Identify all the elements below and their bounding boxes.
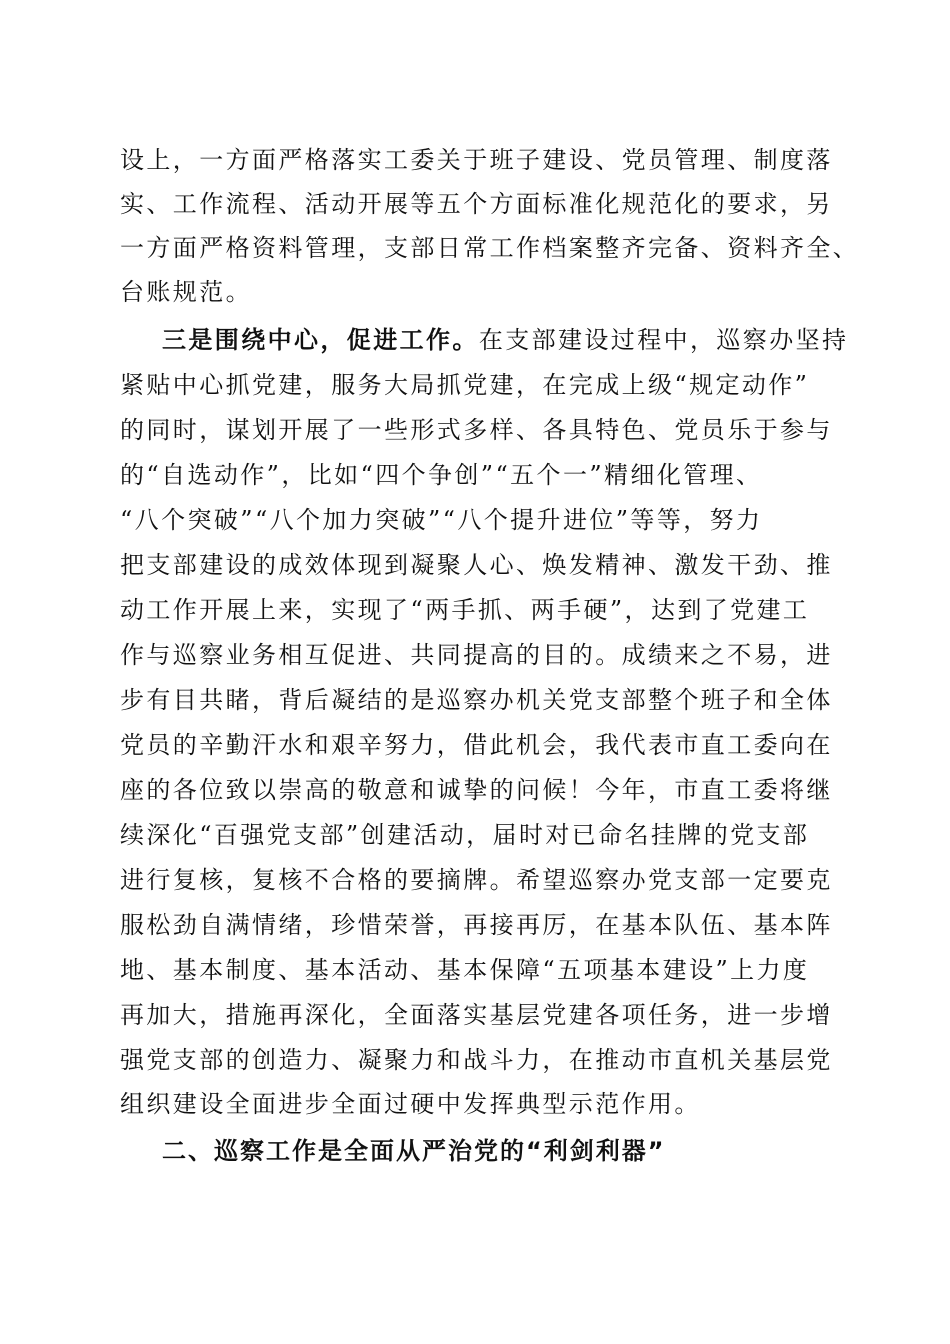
paragraph-2-line-7: 动工作开展上来，实现了“两手抓、两手硬”，达到了党建工 xyxy=(120,596,810,624)
paragraph-1-line-3: 一方面严格资料管理，支部日常工作档案整齐完备、资料齐全、 xyxy=(120,234,860,262)
paragraph-2-line-11: 座的各位致以崇高的敬意和诚挚的问候！今年，市直工委将继 xyxy=(120,776,833,804)
paragraph-1-line-1: 设上，一方面严格落实工委关于班子建设、党员管理、制度落 xyxy=(120,146,833,174)
paragraph-2-line-8: 作与巡察业务相互促进、共同提高的目的。成绩来之不易，进 xyxy=(120,641,833,669)
paragraph-2-first-line-rest: 在支部建设过程中，巡察办坚持 xyxy=(478,326,849,354)
paragraph-2-line-10: 党员的辛勤汗水和艰辛努力，借此机会，我代表市直工委向在 xyxy=(120,731,833,759)
paragraph-2-line-9: 步有目共睹，背后凝结的是巡察办机关党支部整个班子和全体 xyxy=(120,686,833,714)
section-heading: 二、巡察工作是全面从严治党的“利剑利器” xyxy=(162,1137,666,1165)
paragraph-2-line-14: 服松劲自满情绪，珍惜荣誉，再接再厉，在基本队伍、基本阵 xyxy=(120,911,833,939)
paragraph-2-line-16: 再加大，措施再深化，全面落实基层党建各项任务，进一步增 xyxy=(120,1001,833,1029)
paragraph-2-lead: 三是围绕中心，促进工作。 xyxy=(162,325,479,354)
paragraph-2-line-4: 的“自选动作”，比如“四个争创”“五个一”精细化管理、 xyxy=(120,461,763,489)
paragraph-2-line-18: 组织建设全面进步全面过硬中发挥典型示范作用。 xyxy=(120,1090,701,1118)
paragraph-2-line-17: 强党支部的创造力、凝聚力和战斗力，在推动市直机关基层党 xyxy=(120,1046,833,1074)
paragraph-2-line-3: 的同时，谋划开展了一些形式多样、各具特色、党员乐于参与 xyxy=(120,416,833,444)
paragraph-2-line-13: 进行复核，复核不合格的要摘牌。希望巡察办党支部一定要克 xyxy=(120,866,833,894)
paragraph-2-line-5: “八个突破”“八个加力突破”“八个提升进位”等等，努力 xyxy=(120,506,763,534)
paragraph-2-line-12: 续深化“百强党支部”创建活动，届时对已命名挂牌的党支部 xyxy=(120,821,810,849)
paragraph-1-line-2: 实、工作流程、活动开展等五个方面标准化规范化的要求，另 xyxy=(120,190,833,218)
paragraph-1-line-4: 台账规范。 xyxy=(120,278,252,306)
paragraph-2-line-15: 地、基本制度、基本活动、基本保障“五项基本建设”上力度 xyxy=(120,956,810,984)
paragraph-2-first-line xyxy=(162,319,848,361)
paragraph-2-line-2: 紧贴中心抓党建，服务大局抓党建，在完成上级“规定动作” xyxy=(120,371,810,399)
paragraph-2-line-6: 把支部建设的成效体现到凝聚人心、焕发精神、激发干劲、推 xyxy=(120,551,833,579)
